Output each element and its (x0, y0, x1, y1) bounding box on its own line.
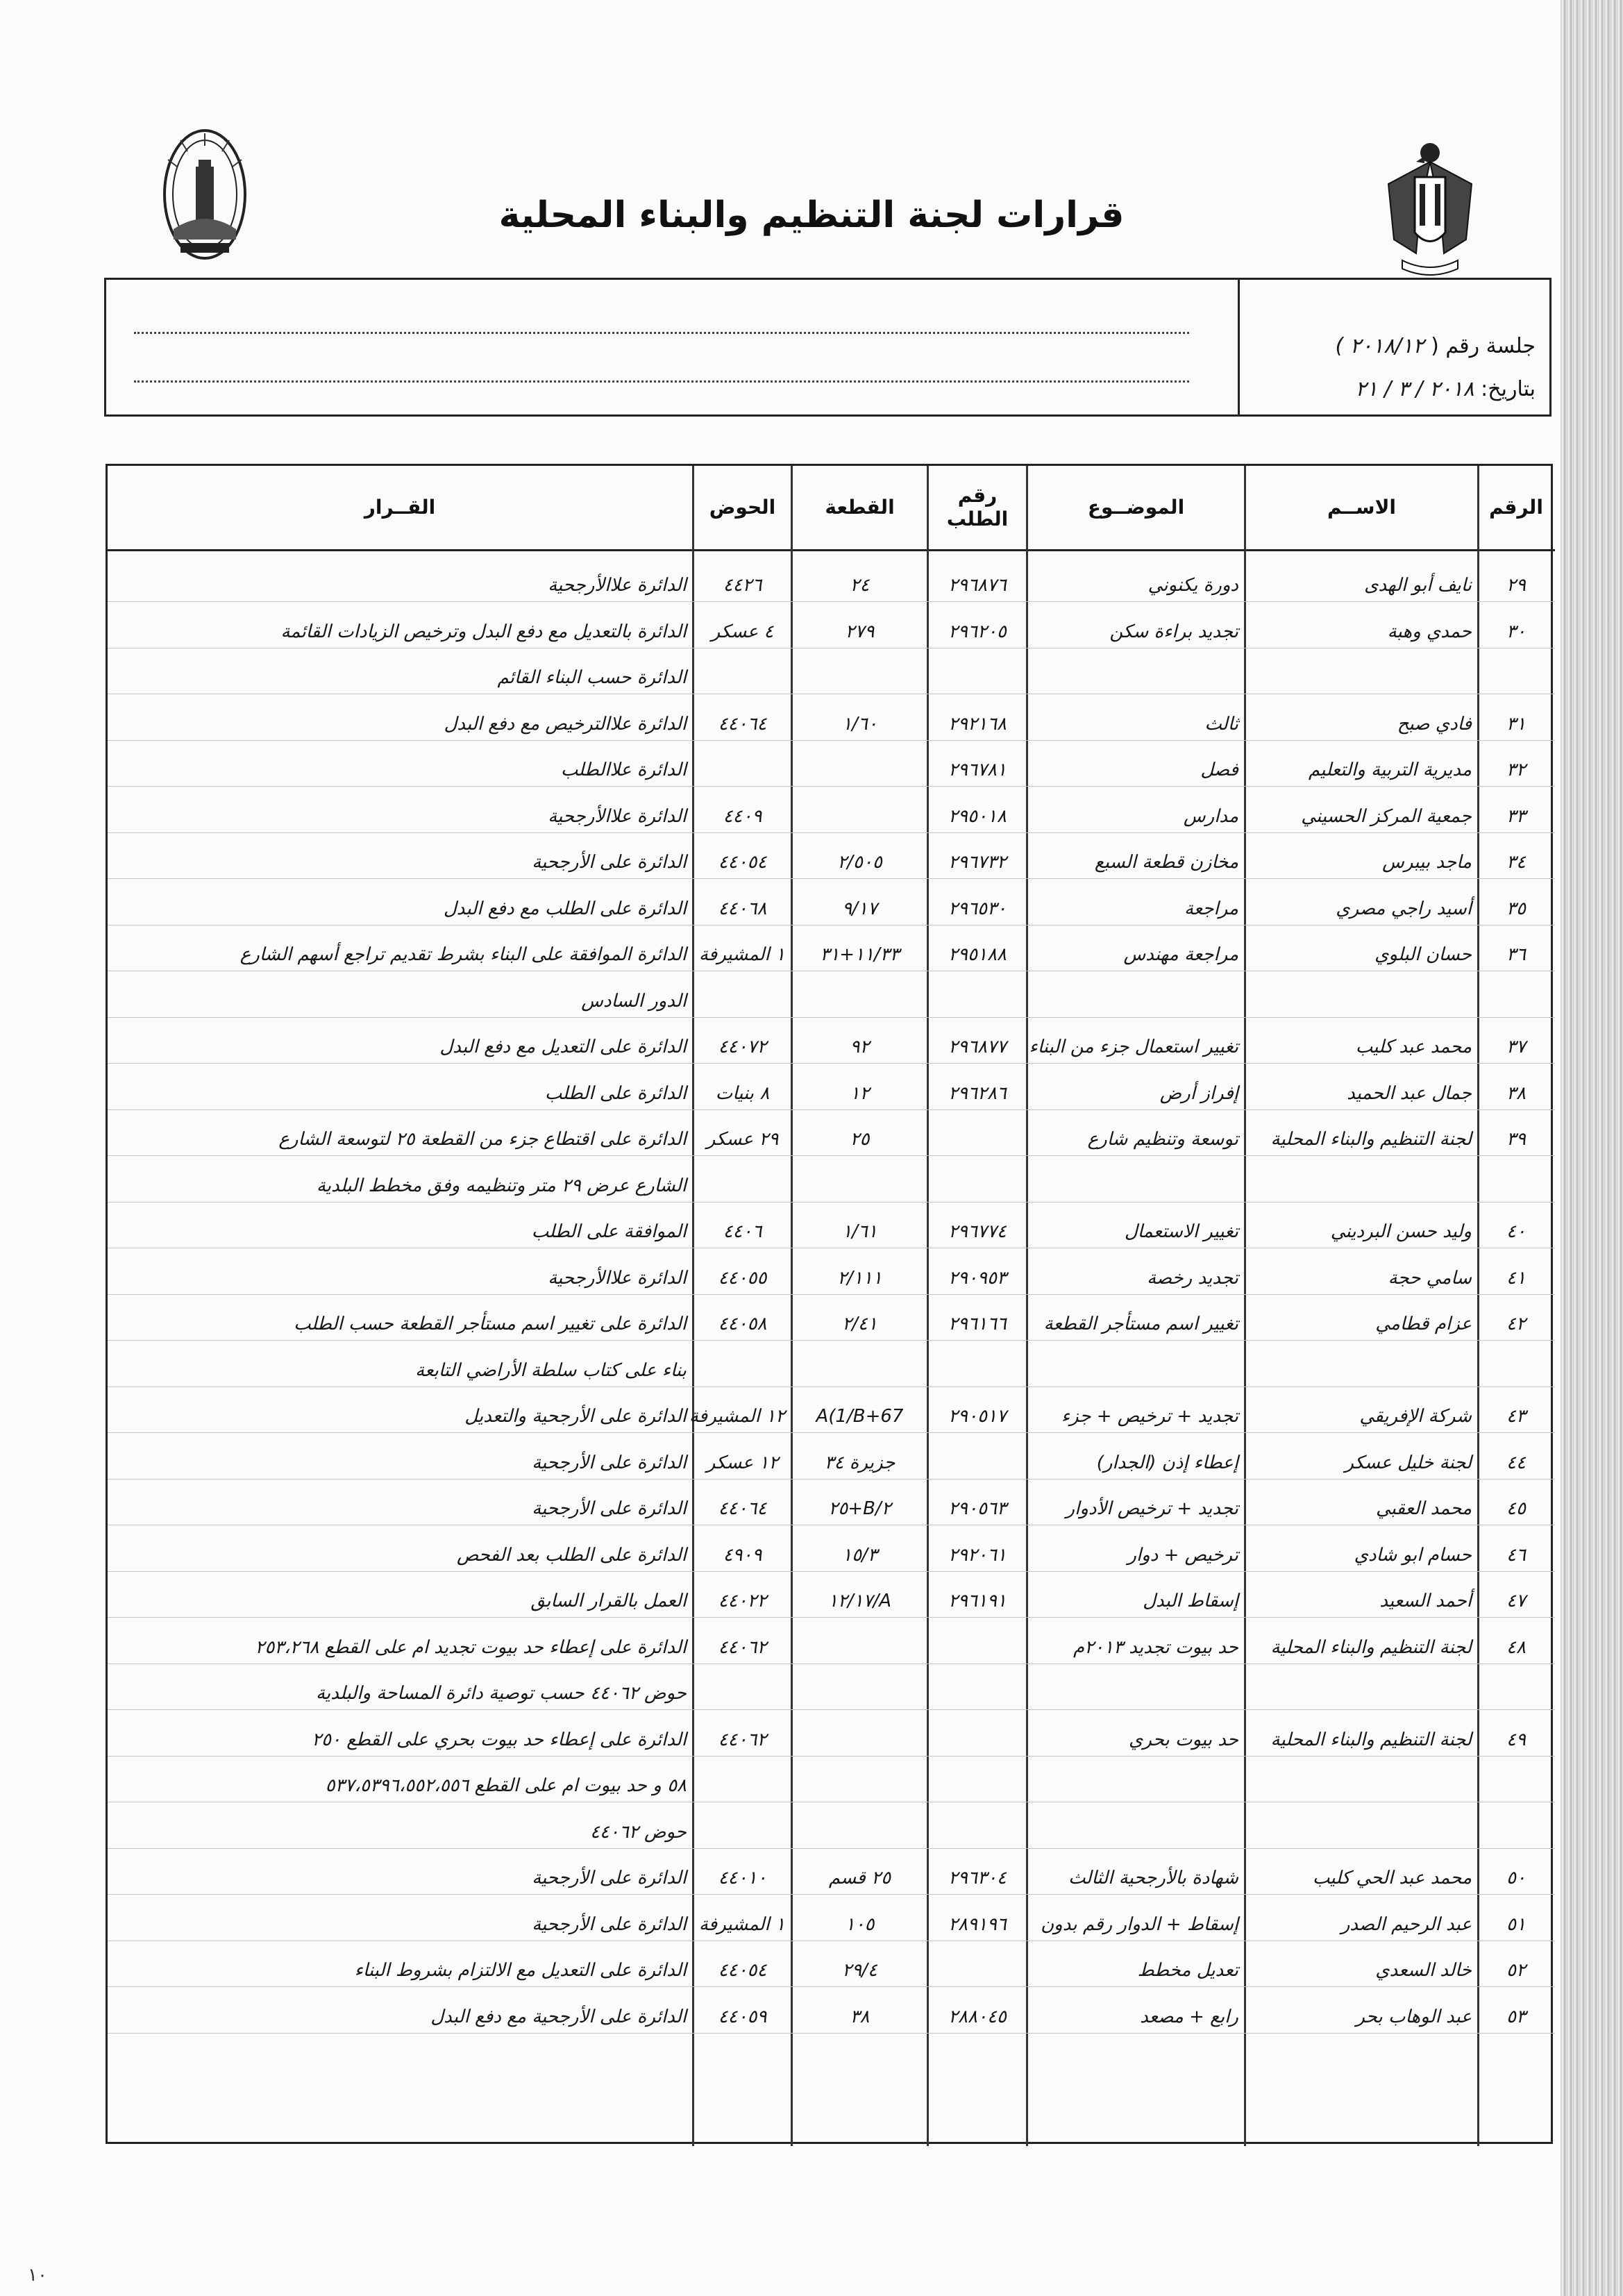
cell-basin: ٤٤٠٥٩ (718, 2006, 767, 2027)
cell-subject: دورة يكنوني (1147, 575, 1238, 596)
cell-basin: ٤ عسكر (711, 621, 774, 642)
cell-decision: الدائرة على الطلب (544, 1082, 687, 1104)
cell-decision: الدائرة علاالأرجحية (548, 1267, 687, 1289)
cell-req: ٢٩٥٠١٨ (948, 805, 1007, 827)
cell-plot: ١١/٣٣+٣١ (820, 944, 900, 965)
cell-req: ٢٨٨٠٤٥ (948, 2006, 1007, 2027)
cell-basin: ٤٤٢٦ (723, 575, 762, 596)
cell-subject: إعطاء إذن (الجدار) (1096, 1452, 1238, 1473)
cell-name: لجنة التنظيم والبناء المحلية (1270, 1729, 1472, 1750)
cell-subject: إفراز أرض (1159, 1082, 1238, 1104)
cell-plot: A(1/B+67 (816, 1406, 904, 1427)
cell-num: ٣٢ (1506, 760, 1526, 780)
cell-num: ٥٣ (1506, 2006, 1526, 2027)
cell-name: محمد عبد الحي كليب (1312, 1868, 1472, 1888)
cell-subject: إسقاط البدل (1143, 1591, 1238, 1611)
cell-num: ٣٠ (1506, 621, 1526, 642)
cell-plot: ٢٥ قسم (828, 1868, 891, 1888)
row-rule (108, 1848, 1555, 1849)
cell-plot: ٢٥ (850, 1129, 870, 1150)
cell-name: حسام ابو شادي (1354, 1544, 1472, 1566)
row-rule (108, 1017, 1555, 1018)
cell-basin: ١ المشيرفة (698, 944, 785, 965)
cell-plot: ٢٤ (850, 575, 870, 596)
cell-req: ٢٨٩١٩٦ (948, 1913, 1007, 1935)
row-rule (108, 1709, 1555, 1710)
cell-name: عزام قطامي (1375, 1314, 1472, 1334)
row-rule (108, 1294, 1555, 1295)
cell-plot: ١٠٥ (845, 1913, 875, 1935)
dotted-line (134, 332, 1189, 334)
cell-req: ٢٩٢١٦٨ (948, 713, 1007, 735)
cell-num: ٣٩ (1506, 1129, 1526, 1150)
row-rule (108, 740, 1555, 741)
cell-subject: تغيير استعمال جزء من البناء (1029, 1037, 1238, 1057)
row-rule (108, 1432, 1555, 1433)
page-margin-mark: ١٠ (28, 2265, 47, 2286)
cell-basin: ٤٤٠٦ (723, 1221, 762, 1242)
cell-decision: الدائرة على التعديل مع الالتزام بشروط البناء (354, 1960, 687, 1981)
cell-subject: رابع + مصعد (1140, 2006, 1238, 2027)
cell-decision: الدائرة بالتعديل مع دفع البدل وترخيص الزيادات القائمة (280, 621, 687, 642)
cell-req: ٢٩٦٧٧٤ (948, 1221, 1007, 1242)
cell-decision: الدائرة حسب البناء القائم (497, 667, 687, 688)
row-rule (108, 1986, 1555, 1987)
cell-num: ٤٧ (1506, 1591, 1526, 1611)
row-rule (108, 1756, 1555, 1757)
cell-name: لجنة خليل عسكر (1345, 1452, 1472, 1473)
cell-num: ٣٥ (1506, 898, 1526, 919)
cell-req: ٢٩٠٥١٧ (948, 1406, 1007, 1427)
cell-req: ٢٩٥١٨٨ (948, 944, 1007, 965)
cell-decision: الدائرة على الأرجحية (532, 1498, 687, 1519)
session-label: جلسة رقم ( (1431, 334, 1536, 358)
row-rule (108, 2033, 1555, 2034)
row-rule (108, 1571, 1555, 1572)
cell-num: ٣٨ (1506, 1082, 1526, 1104)
cell-basin: ٤٤٠٧٢ (718, 1037, 767, 1057)
cell-num: ٢٩ (1506, 575, 1526, 596)
cell-name: عبد الوهاب بحر (1356, 2006, 1472, 2027)
row-rule (108, 1340, 1555, 1341)
cell-decision: الدائرة الموافقة على البناء بشرط تقديم تراجع أسهم الشارع (239, 944, 687, 965)
cell-subject: مراجعة (1184, 898, 1238, 919)
cell-subject: تجديد + ترخيص + جزء (1061, 1406, 1238, 1427)
cell-plot: ٢/٥٠٥ (837, 852, 882, 873)
header-basin: الحوض (709, 496, 776, 519)
cell-req: ٢٩٦١٦٦ (948, 1314, 1007, 1334)
row-rule (108, 1063, 1555, 1064)
cell-plot: ٣٨ (850, 2006, 870, 2027)
header-request-number: رقم الطلب (946, 484, 1009, 530)
cell-name: لجنة التنظيم والبناء المحلية (1270, 1636, 1472, 1658)
scan-edge (1561, 0, 1623, 2296)
cell-name: أحمد السعيد (1379, 1591, 1472, 1611)
header-name: الاســم (1327, 496, 1397, 519)
cell-num: ٤٩ (1506, 1729, 1526, 1750)
cell-req: ٢٩٦٧٣٢ (948, 852, 1007, 873)
decisions-table (106, 464, 1553, 2144)
cell-subject: تجديد رخصة (1147, 1267, 1238, 1289)
cell-name: مديرية التربية والتعليم (1308, 760, 1472, 780)
cell-basin: ٤٤٠٦٢ (718, 1729, 767, 1750)
row-rule (108, 1479, 1555, 1480)
header-decision: القــرار (364, 496, 436, 519)
row-rule (108, 1894, 1555, 1895)
row-rule (108, 601, 1555, 602)
cell-name: سامي حجة (1388, 1267, 1472, 1289)
cell-decision: الدائرة على التعديل مع دفع البدل (439, 1037, 687, 1057)
cell-decision: الدائرة على اقتطاع جزء من القطعة ٢٥ لتوسعة الشارع (278, 1129, 687, 1150)
cell-plot: ٩/١٧ (842, 898, 877, 919)
cell-basin: ٤٤٠٥٥ (718, 1267, 767, 1289)
cell-basin: ٤٤٠٦٤ (718, 1498, 767, 1519)
cell-plot: جزيرة ٣٤ (824, 1452, 895, 1473)
header-plot: القطعة (825, 496, 895, 519)
cell-num: ٤٢ (1506, 1314, 1526, 1334)
session-number (1336, 334, 1536, 358)
cell-name: فادي صبح (1397, 713, 1472, 735)
cell-name: جمعية المركز الحسيني (1301, 805, 1472, 827)
cell-decision: الدائرة علاالطلب (560, 760, 687, 780)
row-rule (108, 786, 1555, 787)
header-divider (108, 549, 1555, 551)
cell-name: محمد عبد كليب (1355, 1037, 1472, 1057)
cell-subject: تعديل مخطط (1137, 1960, 1238, 1981)
cell-subject: تغيير اسم مستأجر القطعة (1043, 1314, 1238, 1334)
cell-basin: ٤٤٠٢٢ (718, 1591, 767, 1611)
cell-subject: ترخيص + دوار (1127, 1544, 1238, 1566)
date-value: ٢٠١٨ / ٣ / ٢١ (1355, 377, 1474, 401)
cell-plot: ٢/B+٢٥ (828, 1498, 891, 1519)
cell-basin: ٤٤٠٥٨ (718, 1314, 767, 1334)
cell-num: ٣٧ (1506, 1037, 1526, 1057)
row-rule (108, 1386, 1555, 1387)
dotted-line (134, 380, 1189, 383)
cell-req: ٢٩٦٧٨١ (948, 760, 1007, 780)
cell-basin: ٤٤٠٦٢ (718, 1636, 767, 1658)
cell-name: محمد العقبي (1375, 1498, 1472, 1519)
cell-num: ٣٣ (1506, 805, 1526, 827)
cell-decision: الدائرة علاالأرجحية (548, 805, 687, 827)
cell-req: ٢٩٦٨٧٦ (948, 575, 1007, 596)
cell-decision: الدور السادس (581, 990, 687, 1012)
cell-basin: ٤٤٠١٠ (718, 1868, 767, 1888)
cell-name: وليد حسن البرديني (1330, 1221, 1472, 1242)
session-value: ٢٠١٨/١٢ ) (1335, 334, 1424, 358)
cell-plot: ٢/٤١ (842, 1314, 877, 1334)
cell-req: ٢٩٠٩٥٣ (948, 1267, 1007, 1289)
row-rule (108, 1617, 1555, 1618)
row-rule (108, 1109, 1555, 1110)
cell-subject: إسقاط + الدوار رقم بدون (1041, 1913, 1238, 1935)
cell-plot: ٢/١١١ (837, 1267, 882, 1289)
cell-req: ٢٩٠٥٦٣ (948, 1498, 1007, 1519)
cell-plot: ٢٧٩ (845, 621, 875, 642)
page-title: قرارات لجنة التنظيم والبناء المحلية (498, 194, 1125, 236)
cell-num: ٣٦ (1506, 944, 1526, 965)
cell-basin: ٢٩ عسكر (706, 1129, 779, 1150)
cell-basin: ٨ بنيات (715, 1082, 770, 1104)
cell-basin: ٤٤٠٥٤ (718, 852, 767, 873)
session-info-box (104, 278, 1551, 417)
cell-plot: A/١٢/١٧ (827, 1591, 892, 1611)
cell-subject: حد بيوت بحري (1129, 1729, 1238, 1750)
cell-req: ٢٩٦٣٠٤ (948, 1868, 1007, 1888)
cell-decision: الدائرة على الطلب بعد الفحص (456, 1544, 687, 1566)
cell-num: ٤٣ (1506, 1406, 1526, 1427)
cell-num: ٤٤ (1506, 1452, 1526, 1473)
cell-basin: ٤٤٠٦٨ (718, 898, 767, 919)
cell-decision: الدائرة على الأرجحية مع دفع البدل (430, 2006, 687, 2027)
cell-decision: الشارع عرض ٢٩ متر وتنظيمه وفق مخطط البلدية (316, 1175, 687, 1196)
cell-num: ٥١ (1506, 1913, 1526, 1935)
cell-basin: ٤٤٠٥٤ (718, 1960, 767, 1981)
cell-subject: شهادة بالأرجحية الثالث (1068, 1868, 1238, 1888)
cell-decision: الدائرة على الأرجحية والتعديل (464, 1406, 687, 1427)
cell-subject: ثالث (1204, 713, 1238, 735)
cell-decision: الدائرة على إعطاء حد بيوت تجديد ام على القطع ٢٥٣،٢٦٨ (255, 1636, 687, 1658)
cell-name: نايف أبو الهدى (1364, 575, 1472, 596)
cell-basin: ٤٤٠٩ (723, 805, 762, 827)
cell-name: لجنة التنظيم والبناء المحلية (1270, 1129, 1472, 1150)
row-rule (108, 1202, 1555, 1203)
cell-name: حسان البلوي (1374, 944, 1472, 965)
cell-num: ٥٢ (1506, 1960, 1526, 1981)
cell-basin: ١ المشيرفة (698, 1913, 785, 1935)
cell-decision: الدائرة على الأرجحية (532, 1913, 687, 1935)
cell-decision: العمل بالقرار السابق (530, 1591, 687, 1611)
cell-num: ٣١ (1506, 713, 1526, 735)
cell-name: جمال عبد الحميد (1347, 1082, 1472, 1104)
row-rule (108, 1155, 1555, 1156)
cell-req: ٢٩٦٥٣٠ (948, 898, 1007, 919)
header-number: الرقم (1489, 496, 1543, 519)
cell-subject: مخازن قطعة السبع (1094, 852, 1238, 873)
cell-plot: ٩٢ (850, 1037, 870, 1057)
cell-plot: ١/٦٠ (842, 713, 877, 735)
cell-subject: مدارس (1183, 805, 1238, 827)
cell-subject: فصل (1200, 760, 1238, 780)
session-divider (1238, 280, 1240, 414)
header-subject: الموضــوع (1087, 496, 1185, 519)
cell-decision: الدائرة علاالترخيص مع دفع البدل (444, 713, 687, 735)
cell-decision: الدائرة على إعطاء حد بيوت بحري على القطع ٢٥٠ (312, 1729, 687, 1750)
cell-decision: بناء على كتاب سلطة الأراضي التابعة (415, 1359, 687, 1381)
cell-decision: الدائرة على الطلب مع دفع البدل (443, 898, 687, 919)
cell-num: ٤٥ (1506, 1498, 1526, 1519)
cell-plot: ١٥/٣ (842, 1544, 877, 1566)
cell-name: خالد السعدي (1375, 1960, 1472, 1981)
cell-basin: ١٢ عسكر (706, 1452, 779, 1473)
cell-name: شركة الإفريقي (1359, 1406, 1472, 1427)
cell-decision: الموافقة على الطلب (531, 1221, 687, 1242)
cell-req: ٢٩٢٠٦١ (948, 1544, 1007, 1566)
cell-subject: توسعة وتنظيم شارع (1087, 1129, 1238, 1150)
cell-req: ٢٩٦٨٧٧ (948, 1037, 1007, 1057)
row-rule (108, 832, 1555, 833)
cell-plot: ٢٩/٤ (842, 1960, 877, 1981)
cell-req: ٢٩٦٢٨٦ (948, 1082, 1007, 1104)
cell-num: ٤١ (1506, 1267, 1526, 1289)
cell-plot: ١/٦١ (842, 1221, 877, 1242)
cell-decision: الدائرة على الأرجحية (532, 1868, 687, 1888)
cell-decision: الدائرة على الأرجحية (532, 1452, 687, 1473)
cell-num: ٤٨ (1506, 1636, 1526, 1658)
cell-subject: تغيير الاستعمال (1124, 1221, 1238, 1242)
session-date (1355, 377, 1536, 401)
cell-decision: حوض ٤٤٠٦٢ (589, 1821, 687, 1843)
cell-name: أسيد راجي مصري (1336, 898, 1472, 919)
cell-req: ٢٩٦٢٠٥ (948, 621, 1007, 642)
cell-basin: ٤٩٠٩ (723, 1544, 762, 1566)
cell-decision: الدائرة علاالأرجحية (548, 575, 687, 596)
cell-basin: ٤٤٠٦٤ (718, 713, 767, 735)
cell-decision: الدائرة على تغيير اسم مستأجر القطعة حسب الطلب (294, 1314, 687, 1334)
cell-name: حمدي وهبة (1387, 621, 1472, 642)
cell-decision: الدائرة على الأرجحية (532, 852, 687, 873)
cell-name: عبد الرحيم الصدر (1340, 1913, 1472, 1935)
cell-basin: ١٢ المشيرفة (689, 1406, 785, 1427)
cell-req: ٢٩٦١٩١ (948, 1591, 1007, 1611)
row-rule (108, 878, 1555, 879)
date-label: بتاريخ: (1481, 377, 1536, 401)
cell-num: ٤٠ (1506, 1221, 1526, 1242)
cell-subject: حد بيوت تجديد ٢٠١٣م (1073, 1636, 1238, 1658)
cell-subject: مراجعة مهندس (1123, 944, 1238, 965)
cell-subject: تجديد + ترخيص الأدوار (1066, 1498, 1238, 1519)
cell-decision: حوض ٤٤٠٦٢ حسب توصية دائرة المساحة والبلدية (316, 1683, 687, 1704)
cell-decision: ٥٨ و حد بيوت ام على القطع ٥٣٧،٥٣٩٦،٥٥٢،٥٥٦ (325, 1775, 687, 1796)
cell-name: ماجد بيبرس (1382, 852, 1472, 873)
cell-subject: تجديد براءة سكن (1109, 621, 1238, 642)
cell-num: ٣٤ (1506, 852, 1526, 873)
cell-num: ٥٠ (1506, 1868, 1526, 1888)
cell-num: ٤٦ (1506, 1544, 1526, 1566)
cell-plot: ١٢ (850, 1082, 870, 1104)
